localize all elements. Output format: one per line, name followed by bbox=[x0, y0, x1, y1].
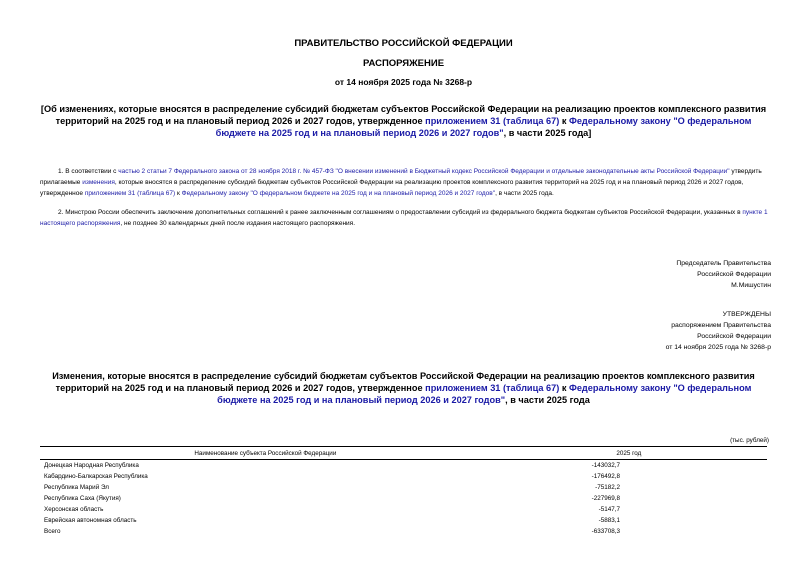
region-name: Донецкая Народная Республика bbox=[44, 462, 139, 469]
region-name: Еврейская автономная область bbox=[44, 517, 137, 524]
total-label: Всего bbox=[44, 528, 61, 535]
appendix-31-link[interactable]: приложением 31 (таблица 67) bbox=[425, 116, 560, 126]
document-type-heading: РАСПОРЯЖЕНИЕ bbox=[362, 58, 445, 69]
changes-link[interactable]: изменения bbox=[82, 179, 115, 186]
table-row bbox=[40, 482, 767, 493]
approval-heading: УТВЕРЖДЕНЫ bbox=[722, 311, 771, 318]
region-value: -5883,1 bbox=[598, 517, 620, 524]
table-row bbox=[40, 504, 767, 515]
table-row bbox=[40, 515, 767, 526]
signature-position: Председатель Правительства bbox=[676, 260, 771, 267]
region-value: -5147,7 bbox=[598, 506, 620, 513]
total-value: -633708,3 bbox=[591, 528, 620, 535]
table-header-row bbox=[40, 447, 767, 460]
paragraph-2: 2. Минстрою России обеспечить заключение дополнительных соглашений к ранее заключенным соглашениям о предоставлении субсидий из федерального бюджета бюджетам субъектов Российской Федерации, указанных в пункте 1 настоящего распоряжения, не позднее 30 календарных дней после издания настоящего распоряжения. bbox=[40, 209, 768, 227]
paragraph-1: 1. В соответствии с частью 2 статьи 7 Федерального закона от 28 ноября 2018 г. № 457-ФЗ "О внесении изменений в Бюджетный кодекс Российской Федерации и отдельные законодательные акты Российской Федерации" утвердить прилагаемые изменения, которые вносятся в распределение субсидий бюджетам субъектов Российской Федерации на реализацию проектов комплексного развития территорий на 2025 год и на плановый период 2026 и 2027 годов, утвержденное приложением 31 (таблица 67) к Федеральному закону "О федеральном бюджете на 2025 год и на плановый период 2026 и 2027 годов", в части 2025 года. bbox=[40, 168, 762, 197]
federal-budget-law-link[interactable]: Федеральному закону "О федеральном бюджете на 2025 год и на плановый период 2026 и 2027 годов" bbox=[181, 190, 496, 197]
approval-line-2: распоряжением Правительства bbox=[671, 322, 771, 329]
signature-block bbox=[676, 258, 771, 291]
region-value: -75182,2 bbox=[595, 484, 620, 491]
region-name: Республика Марий Эл bbox=[44, 484, 109, 491]
appendix-31-link[interactable]: приложением 31 (таблица 67) bbox=[425, 383, 560, 393]
subsidy-table bbox=[40, 446, 767, 537]
approval-line-3: Российской Федерации bbox=[697, 333, 771, 340]
table-row bbox=[40, 460, 767, 472]
document-date-number: от 14 ноября 2025 года № 3268-р bbox=[334, 77, 473, 87]
appendix-31-link[interactable]: приложением 31 (таблица 67) bbox=[84, 190, 176, 197]
table-units: (тыс. рублей) bbox=[730, 437, 769, 444]
table-row bbox=[40, 493, 767, 504]
changes-title: Изменения, которые вносятся в распределение субсидий бюджетам субъектов Российской Федерации на реализацию проектов комплексного развития территорий на 2025 год и на плановый период 2026 и 2027 годов, утвержденное приложением 31 (таблица 67) к Федеральному закону "О федеральном бюджете на 2025 год и на плановый период 2026 и 2027 годов", в части 2025 года bbox=[52, 371, 755, 405]
column-header-region: Наименование субъекта Российской Федерации bbox=[40, 447, 491, 460]
government-heading: ПРАВИТЕЛЬСТВО РОССИЙСКОЙ ФЕДЕРАЦИИ bbox=[294, 38, 513, 49]
table-row bbox=[40, 471, 767, 482]
column-header-year: 2025 год bbox=[491, 447, 767, 460]
region-value: -143032,7 bbox=[591, 462, 620, 469]
signature-organization: Российской Федерации bbox=[697, 271, 771, 278]
paragraph-1-link[interactable]: пункте 1 настоящего распоряжения bbox=[40, 209, 768, 227]
region-value: -176492,8 bbox=[591, 473, 620, 480]
region-value: -227969,8 bbox=[591, 495, 620, 502]
document-title: [Об изменениях, которые вносятся в распределение субсидий бюджетам субъектов Российской Федерации на реализацию проектов комплексного развития территорий на 2025 год и на плановый период 2026 и 2027 годов, утвержденное приложением 31 (таблица 67) к Федеральному закону "О федеральном бюджете на 2025 год и на плановый период 2026 и 2027 годов", в части 2025 года] bbox=[40, 104, 767, 138]
federal-budget-law-link[interactable]: Федеральному закону "О федеральном бюджете на 2025 год и на плановый период 2026 и 2027 годов" bbox=[217, 383, 752, 405]
approval-stamp bbox=[666, 309, 771, 353]
region-name: Кабардино-Балкарская Республика bbox=[44, 473, 148, 480]
federal-law-457-link[interactable]: частью 2 статьи 7 Федерального закона от 28 ноября 2018 г. № 457-ФЗ "О внесении изменений в Бюджетный кодекс Российской Федерации и отдельные законодательные акты Российской Федерации" bbox=[118, 168, 730, 175]
region-name: Республика Саха (Якутия) bbox=[44, 495, 121, 502]
table-total-row bbox=[40, 526, 767, 537]
federal-budget-law-link[interactable]: Федеральному закону "О федеральном бюджете на 2025 год и на плановый период 2026 и 2027 годов" bbox=[215, 116, 752, 138]
approval-date: от 14 ноября 2025 года № 3268-р bbox=[665, 344, 771, 351]
signature-name: М.Мишустин bbox=[731, 282, 771, 289]
region-name: Херсонская область bbox=[44, 506, 104, 513]
